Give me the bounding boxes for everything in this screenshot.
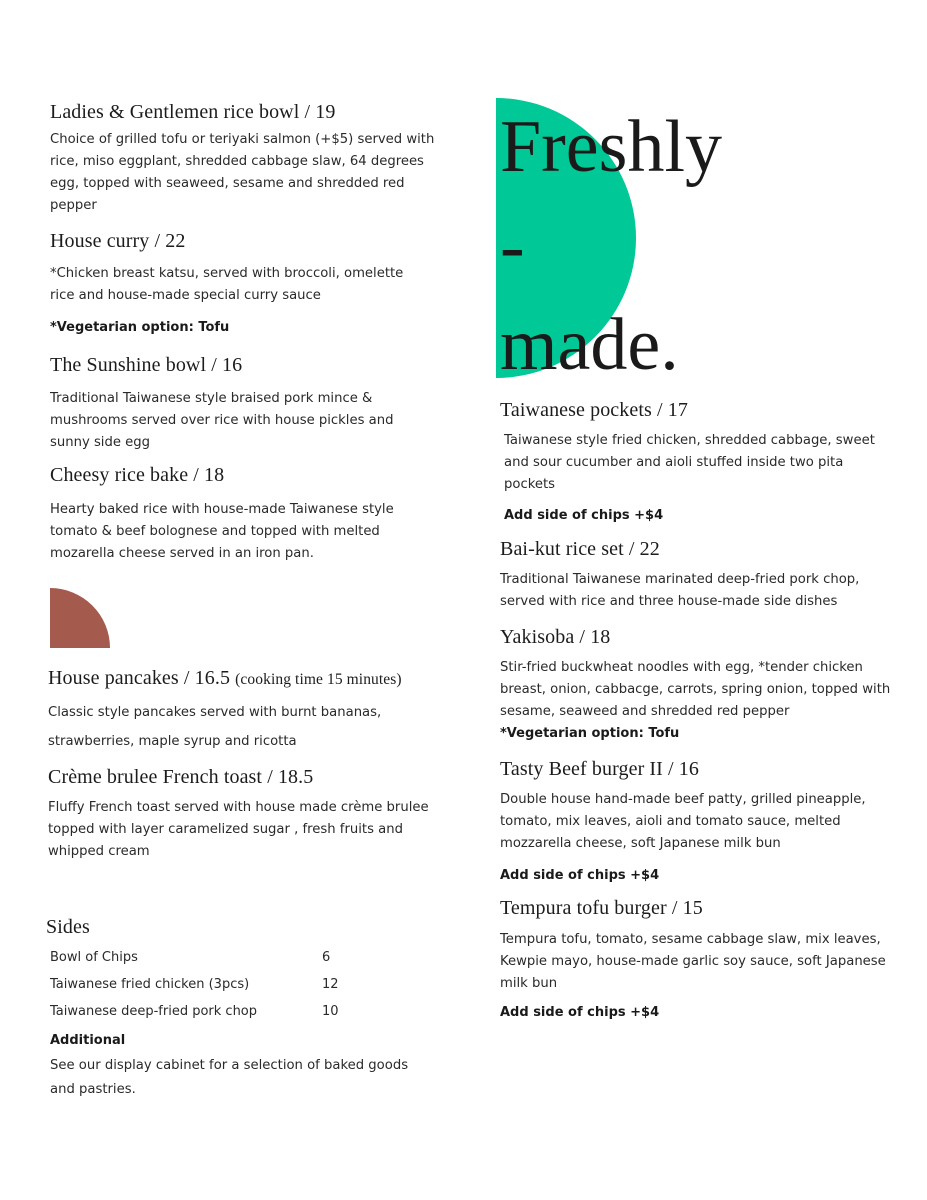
item-title-text: House pancakes / 16.5 [48,667,231,689]
item-description: Traditional Taiwanese style braised pork mince & mushrooms served over rice with house pickles and sunny side egg [50,391,394,450]
side-price: 12 [322,977,339,992]
hero-line-3: made. [500,304,679,386]
additional-description: See our display cabinet for a selection of baked goods and pastries. [50,1058,409,1097]
vegetarian-note: *Vegetarian option: Tofu [50,320,230,335]
add-chips-note: Add side of chips +$4 [500,1005,660,1020]
item-description: strawberries, maple syrup and ricotta [48,734,297,749]
item-description: Tempura tofu, tomato, sesame cabbage slaw, mix leaves, Kewpie mayo, house-made garlic soy sauce, soft Japanese milk bun [500,932,886,991]
brown-quarter-circle [50,588,110,648]
item-title: Taiwanese pockets / 17 [500,399,688,421]
additional-heading: Additional [50,1033,126,1048]
item-title: Yakisoba / 18 [500,626,611,648]
item-description: Hearty baked rice with house-made Taiwanese style tomato & beef bolognese and topped with melted mozarella cheese served in an iron pan. [50,502,394,561]
hero-line-1: Freshly [500,106,722,188]
item-description: Stir-fried buckwheat noodles with egg, *tender chicken breast, onion, cabbacge, carrots, spring onion, topped with sesame, seaweed and shredded red pepper [500,660,891,719]
side-price: 6 [322,950,331,965]
side-price: 10 [322,1004,339,1019]
item-title: House curry / 22 [50,230,186,252]
item-description: Fluffy French toast served with house made crème brulee topped with layer caramelized sugar , fresh fruits and whipped cream [48,800,429,859]
side-name: Bowl of Chips [50,950,138,965]
item-description: Classic style pancakes served with burnt bananas, [48,705,382,720]
hero-heading [500,106,722,386]
item-title [48,667,402,690]
item-description: Taiwanese style fried chicken, shredded cabbage, sweet and sour cucumber and aioli stuffed inside two pita pockets [504,433,875,492]
item-title: Cheesy rice bake / 18 [50,464,225,486]
item-description: *Chicken breast katsu, served with broccoli, omelette rice and house-made special curry sauce [50,266,404,303]
add-chips-note: Add side of chips +$4 [500,868,660,883]
hero-line-2: - [500,205,525,287]
item-description: Traditional Taiwanese marinated deep-fried pork chop, served with rice and three house-made side dishes [500,572,860,609]
item-title: Ladies & Gentlemen rice bowl / 19 [50,101,336,123]
add-chips-note: Add side of chips +$4 [504,508,664,523]
vegetarian-note: *Vegetarian option: Tofu [500,726,680,741]
item-title: The Sunshine bowl / 16 [50,354,243,376]
side-name: Taiwanese deep-fried pork chop [50,1004,258,1019]
item-description: Double house hand-made beef patty, grilled pineapple, tomato, mix leaves, aioli and tomato sauce, melted mozzarella cheese, soft Japanese milk bun [500,792,866,851]
item-title: Tempura tofu burger / 15 [500,897,703,919]
item-title: Bai-kut rice set / 22 [500,538,660,560]
side-name: Taiwanese fried chicken (3pcs) [50,977,250,992]
item-title: Crème brulee French toast / 18.5 [48,766,314,788]
item-description: Choice of grilled tofu or teriyaki salmon (+$5) served with rice, miso eggplant, shredded cabbage slaw, 64 degrees egg, topped with seaweed, sesame and shredded red pepper [50,132,435,213]
cooking-time-note: (cooking time 15 minutes) [235,671,402,688]
sides-heading: Sides [46,916,90,938]
item-title: Tasty Beef burger II / 16 [500,758,700,780]
